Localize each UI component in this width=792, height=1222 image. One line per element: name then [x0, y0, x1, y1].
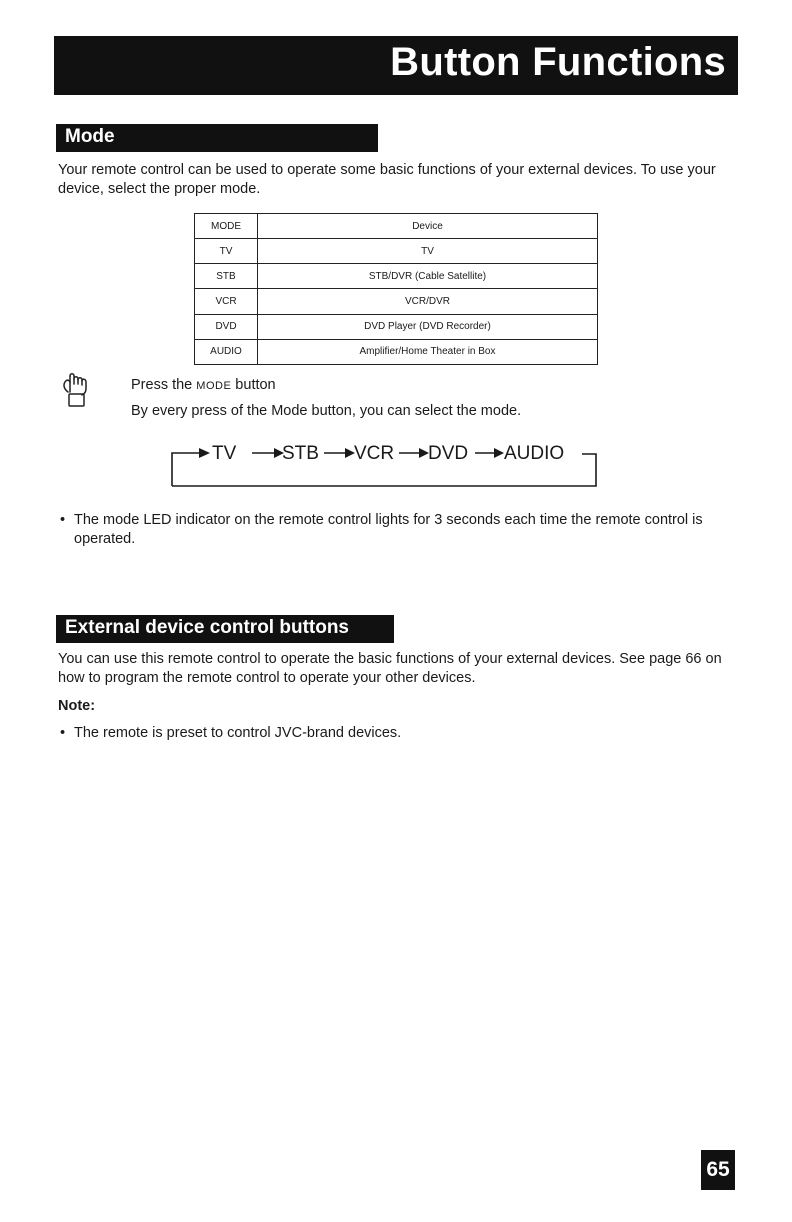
table-cell-device: TV: [258, 239, 598, 264]
external-heading-text: External device control buttons: [65, 617, 349, 638]
mode-button-name: MODE: [196, 380, 232, 392]
note-label: Note:: [58, 698, 96, 714]
table-cell-mode: TV: [195, 239, 258, 264]
page-number: 65: [701, 1150, 735, 1190]
external-section-heading: [56, 615, 394, 643]
table-cell-device: STB/DVR (Cable Satellite): [258, 264, 598, 289]
hand-press-icon: [62, 372, 92, 408]
table-cell-device: VCR/DVR: [258, 289, 598, 314]
mode-cycle-diagram: [170, 440, 600, 490]
flow-item-audio: AUDIO: [504, 443, 565, 464]
bullet-icon: •: [60, 725, 66, 741]
mode-intro-paragraph: Your remote control can be used to operate some basic functions of your external devices. To use your device, select the proper mode.: [58, 162, 716, 197]
table-header-cell: Device: [258, 214, 598, 239]
table-row: [195, 264, 598, 289]
led-note-bullet: [60, 511, 730, 549]
table-row: [195, 239, 598, 264]
table-cell-mode: STB: [195, 264, 258, 289]
external-intro-paragraph: You can use this remote control to operate the basic functions of your external devices. See page 66 on how to program the remote control to operate your other devices.: [58, 651, 722, 686]
title-bar: [54, 36, 738, 95]
flow-item-tv: TV: [212, 443, 237, 464]
mode-heading-text: Mode: [65, 126, 115, 147]
mode-section-heading: [56, 124, 378, 152]
jvc-note-text: The remote is preset to control JVC-brand devices.: [74, 725, 402, 741]
table-cell-mode: AUDIO: [195, 339, 258, 364]
table-row: [195, 314, 598, 339]
table-cell-device: DVD Player (DVD Recorder): [258, 314, 598, 339]
flow-item-stb: STB: [282, 443, 319, 464]
step-cycle-text: By every press of the Mode button, you can select the mode.: [131, 403, 522, 419]
jvc-note-bullet: [60, 724, 660, 743]
table-header-cell: MODE: [195, 214, 258, 239]
table-cell-mode: DVD: [195, 314, 258, 339]
flow-item-dvd: DVD: [428, 443, 469, 464]
step-press-prefix: Press the: [131, 377, 197, 393]
table-header-row: [195, 214, 598, 239]
page-title: Button Functions: [390, 40, 726, 84]
table-row: [195, 339, 598, 364]
table-row: [195, 289, 598, 314]
step-press-mode: [131, 377, 276, 393]
step-press-suffix: button: [231, 377, 276, 393]
led-note-text: The mode LED indicator on the remote control lights for 3 seconds each time the remote control is operated.: [74, 512, 703, 547]
table-cell-device: Amplifier/Home Theater in Box: [258, 339, 598, 364]
table-cell-mode: VCR: [195, 289, 258, 314]
bullet-icon: •: [60, 512, 66, 528]
mode-table: [194, 213, 598, 365]
flow-item-vcr: VCR: [354, 443, 395, 464]
